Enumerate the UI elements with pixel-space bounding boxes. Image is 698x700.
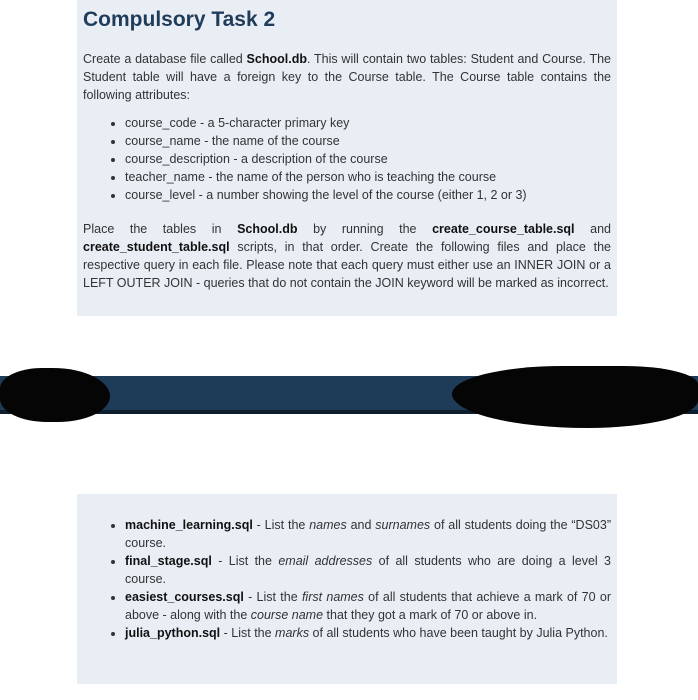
query-text: of all students who have been taught by Julia Python. [309, 626, 608, 640]
task-panel [77, 0, 617, 316]
instructions-filename: School.db [237, 222, 298, 236]
instructions-text: scripts, in that order. Create the following files and place the respective query in each file. Please note that each query must either use an INNER JOIN or a LEFT OUTER JOIN - queries that do not contain the JOIN keyword will be marked as incorrect. [83, 240, 611, 290]
query-item [125, 588, 611, 624]
query-text: of all students who are doing a level 3 course. [125, 554, 612, 586]
instructions-script: create_student_table.sql [83, 240, 230, 254]
query-text: - List the [243, 590, 302, 604]
query-text: and [346, 518, 376, 532]
attribute-item: • course_name - the name of the course [125, 132, 611, 150]
query-filename: final_stage.sql [125, 554, 212, 568]
query-emphasis: first names [301, 590, 364, 604]
query-item [125, 516, 611, 552]
query-text: of all students doing the “DS03” course. [125, 518, 611, 550]
query-filename: julia_python.sql [125, 626, 221, 640]
query-list [83, 516, 611, 642]
intro-text: Create a database file called [83, 52, 247, 66]
query-item [125, 552, 611, 588]
instructions-paragraph [83, 220, 611, 292]
redaction-scribble-right [452, 366, 698, 428]
attribute-item: • teacher_name - the name of the person who is teaching the course [125, 168, 611, 186]
redaction-scribble-left [0, 368, 110, 422]
query-text: - List the [211, 554, 279, 568]
query-emphasis: names [309, 518, 347, 532]
intro-filename: School.db [246, 52, 307, 66]
query-item [125, 624, 611, 642]
instructions-text: by running the [297, 222, 433, 236]
query-filename: easiest_courses.sql [125, 590, 244, 604]
query-text: that they got a mark of 70 or above in. [323, 608, 538, 622]
page-title: Compulsory Task 2 [83, 8, 276, 31]
intro-paragraph [83, 50, 611, 104]
attribute-list [83, 114, 611, 204]
attribute-item: • course_level - a number showing the level of the course (either 1, 2 or 3) [125, 186, 611, 204]
queries-panel [77, 494, 617, 684]
query-emphasis: surnames [375, 518, 431, 532]
attribute-item: • course_description - a description of the course [125, 150, 611, 168]
intro-text: . This will contain two tables: Student and Course. The Student table will have a foreign key to the Course table. The Course table contains the following attributes: [83, 52, 611, 102]
query-emphasis: course name [250, 608, 324, 622]
instructions-text: Place the tables in [83, 222, 238, 236]
query-filename: machine_learning.sql [125, 518, 253, 532]
instructions-script: create_course_table.sql [432, 222, 575, 236]
query-emphasis: marks [275, 626, 310, 640]
attribute-item: • course_code - a 5-character primary key [125, 114, 611, 132]
query-text: - List the [220, 626, 276, 640]
query-text: - List the [252, 518, 310, 532]
instructions-text: and [574, 222, 611, 236]
query-text: of all students that achieve a mark of 70 or above - along with the [125, 590, 611, 622]
query-emphasis: email addresses [278, 554, 373, 568]
